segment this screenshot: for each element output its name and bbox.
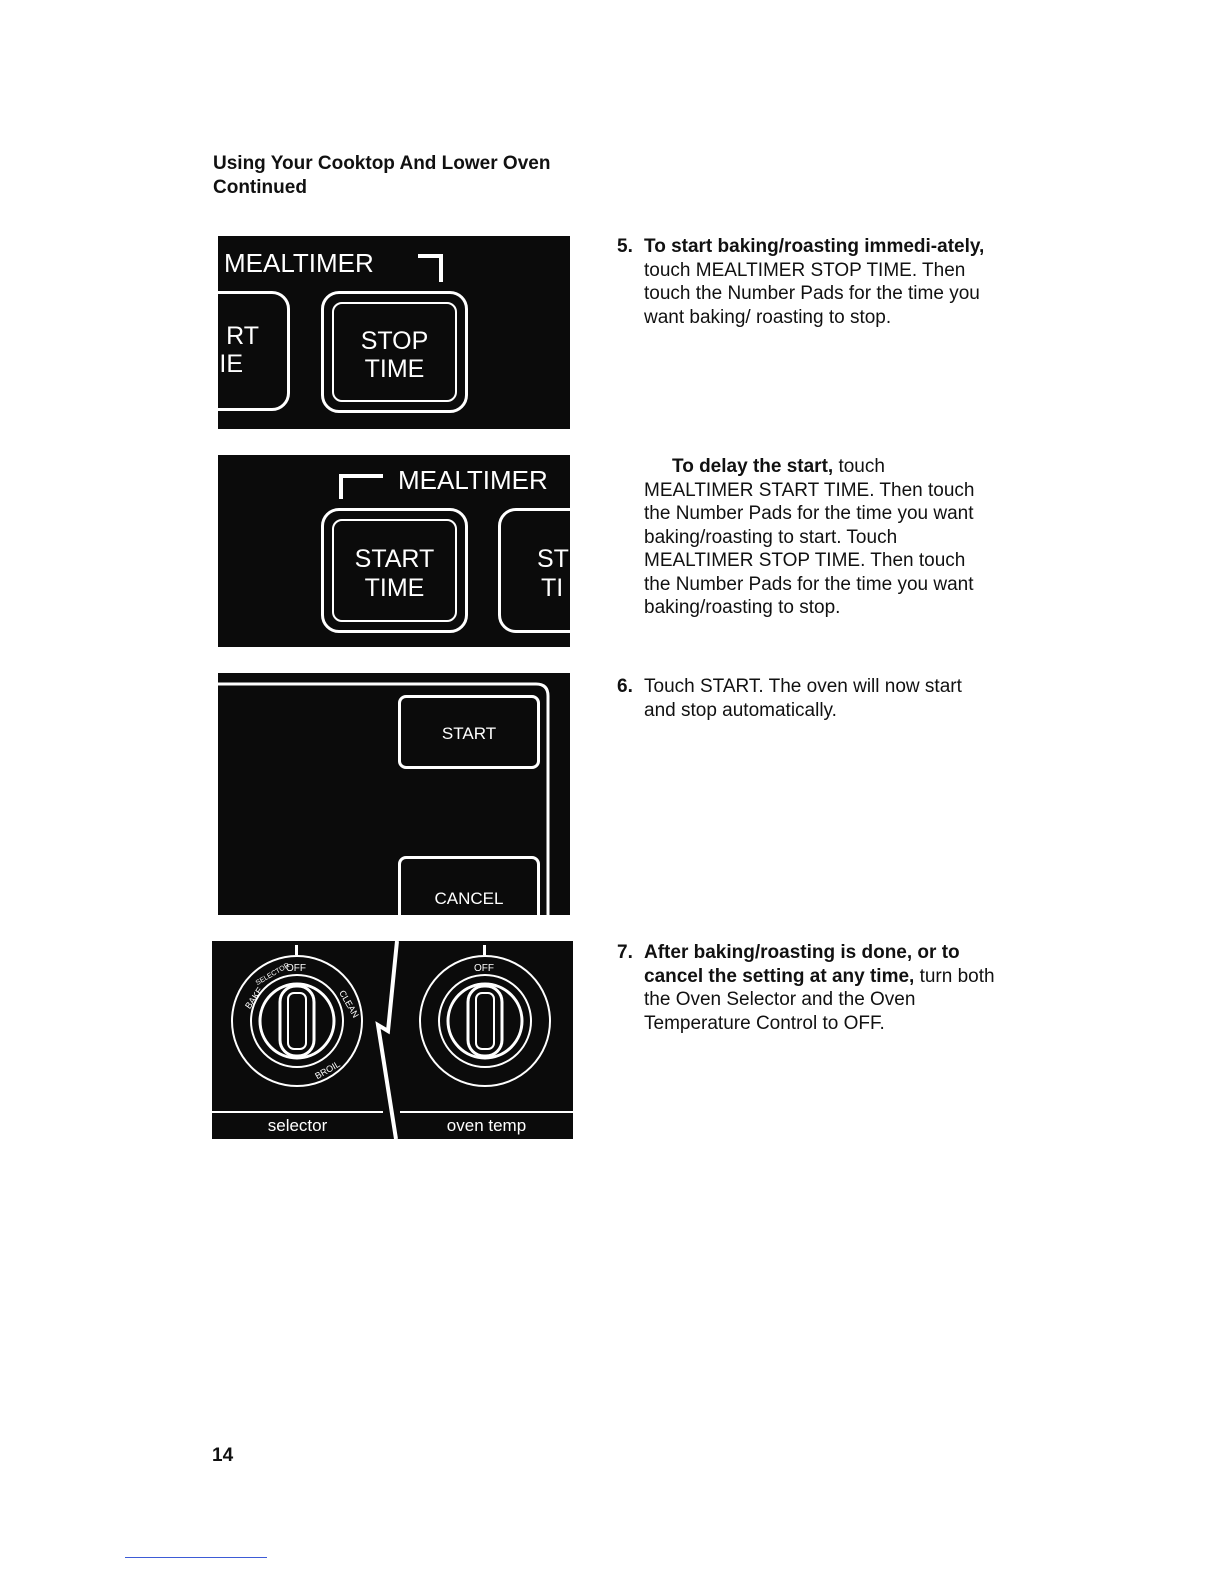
section-title: Using Your Cooktop And Lower Oven: [213, 153, 551, 174]
step-number: 5.: [617, 236, 633, 257]
start-key-line2: TIME: [364, 574, 425, 602]
start-key-label: START: [441, 724, 497, 743]
step-number: 7.: [617, 942, 633, 963]
stop-key-line2: TIME: [364, 355, 425, 383]
stop-time-panel-illustration: [218, 236, 570, 429]
footer-rule: [125, 1557, 267, 1558]
temp-off-mark: OFF: [474, 963, 494, 974]
mealtimer-label: MEALTIMER: [224, 248, 374, 278]
delay-text: touch MEALTIMER START TIME. Then touch the Number Pads for the time you want baking/roasting to start. Touch MEALTIMER STOP TIME. Then touch the Number Pads for the time you want baking/roasting to stop.: [644, 456, 975, 618]
selector-broil-mark: BROIL: [313, 1058, 342, 1082]
delay-emphasis: To delay the start,: [672, 456, 834, 477]
selector-selector-mark: SELECTOR: [254, 962, 291, 987]
cancel-key-label: CANCEL: [434, 889, 504, 908]
step-7-text: turn both the Oven Selector and the Oven Temperature Control to OFF.: [644, 965, 995, 1034]
oven-knobs-illustration: [212, 941, 573, 1139]
section-header: [213, 152, 550, 200]
selector-clean-mark: CLEAN: [337, 988, 361, 1020]
selector-off-mark: OFF: [286, 963, 306, 974]
start-key-line1: START: [354, 545, 435, 573]
start-key[interactable]: [398, 695, 540, 769]
step-5-text: touch MEALTIMER STOP TIME. Then touch the Number Pads for the time you want baking/ roasting to stop.: [644, 259, 980, 328]
selector-bake-mark: BAKE: [243, 985, 265, 1011]
stop-time-key-partial: ST TI: [498, 508, 570, 633]
step-7-emphasis: After baking/roasting is done, or to cancel the setting at any time,: [644, 942, 960, 987]
page-number: 14: [212, 1445, 234, 1466]
oven-temp-label: oven temp: [400, 1111, 573, 1139]
step-5-emphasis: To start baking/roasting immedi-ately,: [644, 236, 985, 257]
start-time-key[interactable]: [321, 508, 468, 633]
step-6-text: Touch START. The oven will now start and stop automatically.: [644, 676, 962, 721]
start-time-key-partial: RT IE: [218, 291, 290, 411]
stop-time-key[interactable]: [321, 291, 468, 413]
knob-art: [212, 941, 573, 1139]
mealtimer-label: MEALTIMER: [398, 465, 548, 495]
step-7: [617, 941, 997, 1035]
section-subtitle: Continued: [213, 177, 307, 198]
delay-start-paragraph: [617, 455, 997, 620]
start-cancel-panel-illustration: [218, 673, 570, 915]
step-number: 6.: [617, 676, 633, 697]
start-time-panel-illustration: [218, 455, 570, 647]
cancel-key[interactable]: [398, 856, 540, 915]
stop-key-line1: STOP: [360, 327, 429, 355]
selector-label: selector: [212, 1111, 383, 1139]
step-6: [617, 675, 997, 722]
step-5: [617, 235, 997, 329]
